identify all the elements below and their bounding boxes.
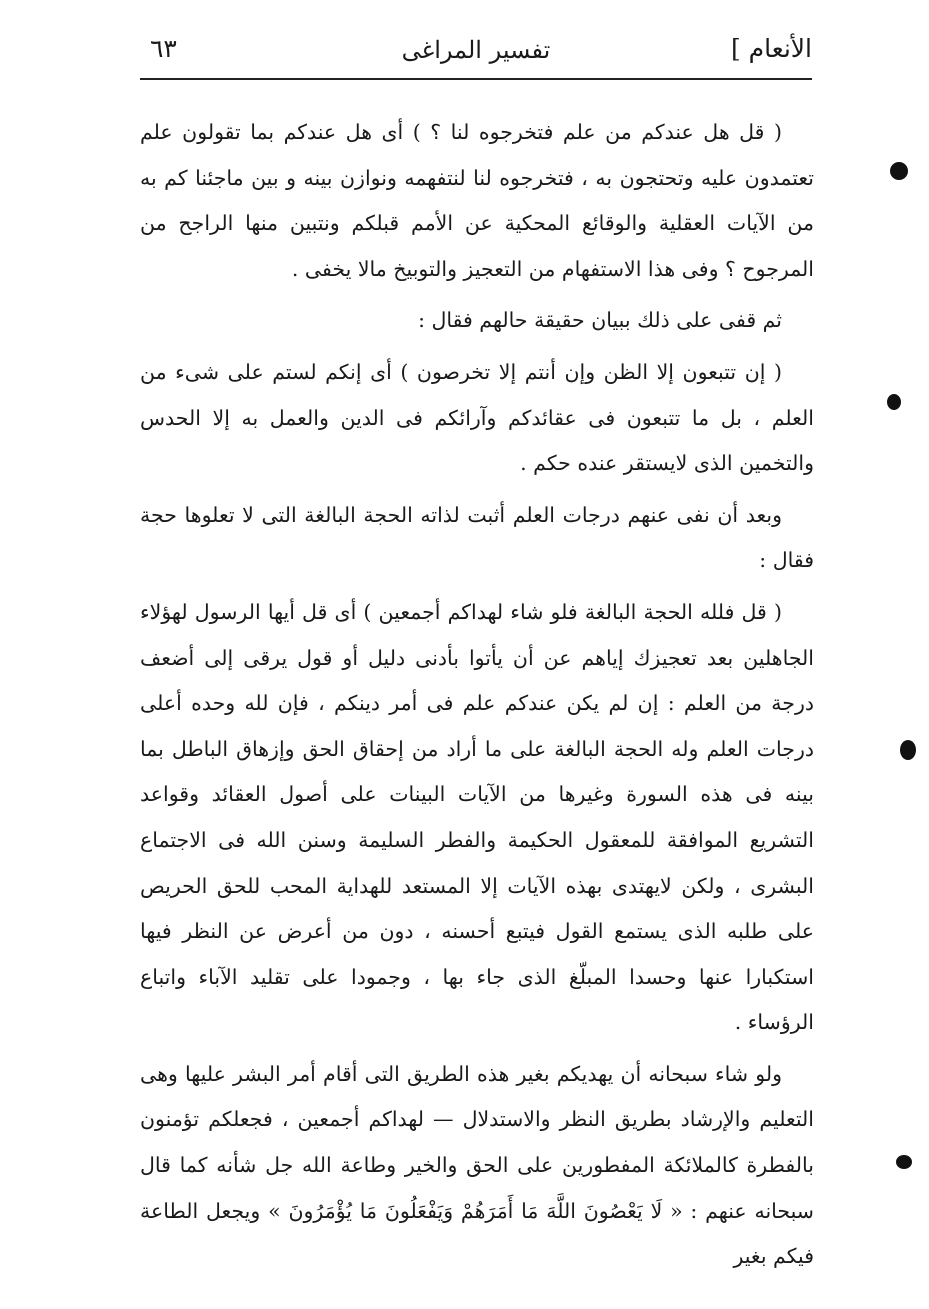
scan-ink-spot (896, 1155, 912, 1169)
surah-bracket: ] (730, 34, 749, 63)
page-number: ٦٣ (150, 34, 177, 63)
scan-ink-spot (887, 394, 901, 410)
scan-ink-spot (890, 162, 908, 180)
page-header (140, 28, 812, 80)
paragraph: ( إن تتبعون إلا الظن وإن أنتم إلا تخرصون ) أى إنكم لستم على شىء من العلم ، بل ما تتبعون فى عقائدكم وآرائكم فى الدين والعمل به إلا الحدس والتخمين الذى لايستقر عنده حكم . (140, 359, 814, 476)
paragraph: ( قل هل عندكم من علم فتخرجوه لنا ؟ ) أى هل عندكم بما تقولون علم تعتمدون عليه وتحتجون به ، فتخرجوه لنا لنتفهمه ونوازن بينه و بين ماجئنا كم به من الآيات العقلية والوقائع المحكية عن الأمم قبلكم ونتبين منها الراجح من المرجوح ؟ وفى هذا الاستفهام من التعجيز والتوبيخ مالا يخفى . (140, 120, 814, 281)
surah-name-text: الأنعام (748, 34, 812, 63)
scan-ink-spot (900, 740, 916, 760)
paragraph: ( قل فلله الحجة البالغة فلو شاء لهداكم أجمعين ) أى قل أيها الرسول لهؤلاء الجاهلين بعد تعجيزك إياهم عن أن يأتوا بأدنى دليل أو قول يرقى إلى أضعف درجة من العلم : إن لم يكن عندكم علم فى أمر دينكم ، فإن لله وحده أعلى درجات العلم وله الحجة البالغة على ما أراد من إحقاق الحق وإزهاق الباطل بما بينه فى هذه السورة وغيرها من الآيات البينات على أصول العقائد وقواعد التشريع الموافقة للمعقول الحكيمة والفطر السليمة وسنن الله فى الاجتماع البشرى ، ولكن لايهتدى بهذه الآيات إلا المستعد للهداية المحب للحق الحريص على طلبه الذى يستمع القول فيتبع أحسنه ، دون من أعرض عن النظر فيها استكبارا عنها وحسدا المبلّغ الذى جاء بها ، وجمودا على تقليد الآباء واتباع الرؤساء . (140, 599, 814, 1035)
paragraph: ولو شاء سبحانه أن يهديكم بغير هذه الطريق التى أقام أمر البشر عليها وهى التعليم والإرشاد بطريق النظر والاستدلال — لهداكم أجمعين ، فجعلكم تؤمنون بالفطرة كالملائكة المفطورين على الحق والخير وطاعة الله جل شأنه كما قال سبحانه عنهم : « لَا يَعْصُونَ اللَّهَ مَا أَمَرَهُمْ وَيَفْعَلُونَ مَا يُؤْمَرُونَ » ويجعل الطاعة فيكم بغير (140, 1061, 814, 1269)
book-title: تفسير المراغى (401, 36, 551, 64)
body-text (140, 110, 814, 1280)
paragraph: ثم قفى على ذلك ببيان حقيقة حالهم فقال : (418, 308, 782, 333)
paragraph: وبعد أن نفى عنهم درجات العلم أثبت لذاته الحجة البالغة التى لا تعلوها حجة فقال : (140, 502, 814, 573)
